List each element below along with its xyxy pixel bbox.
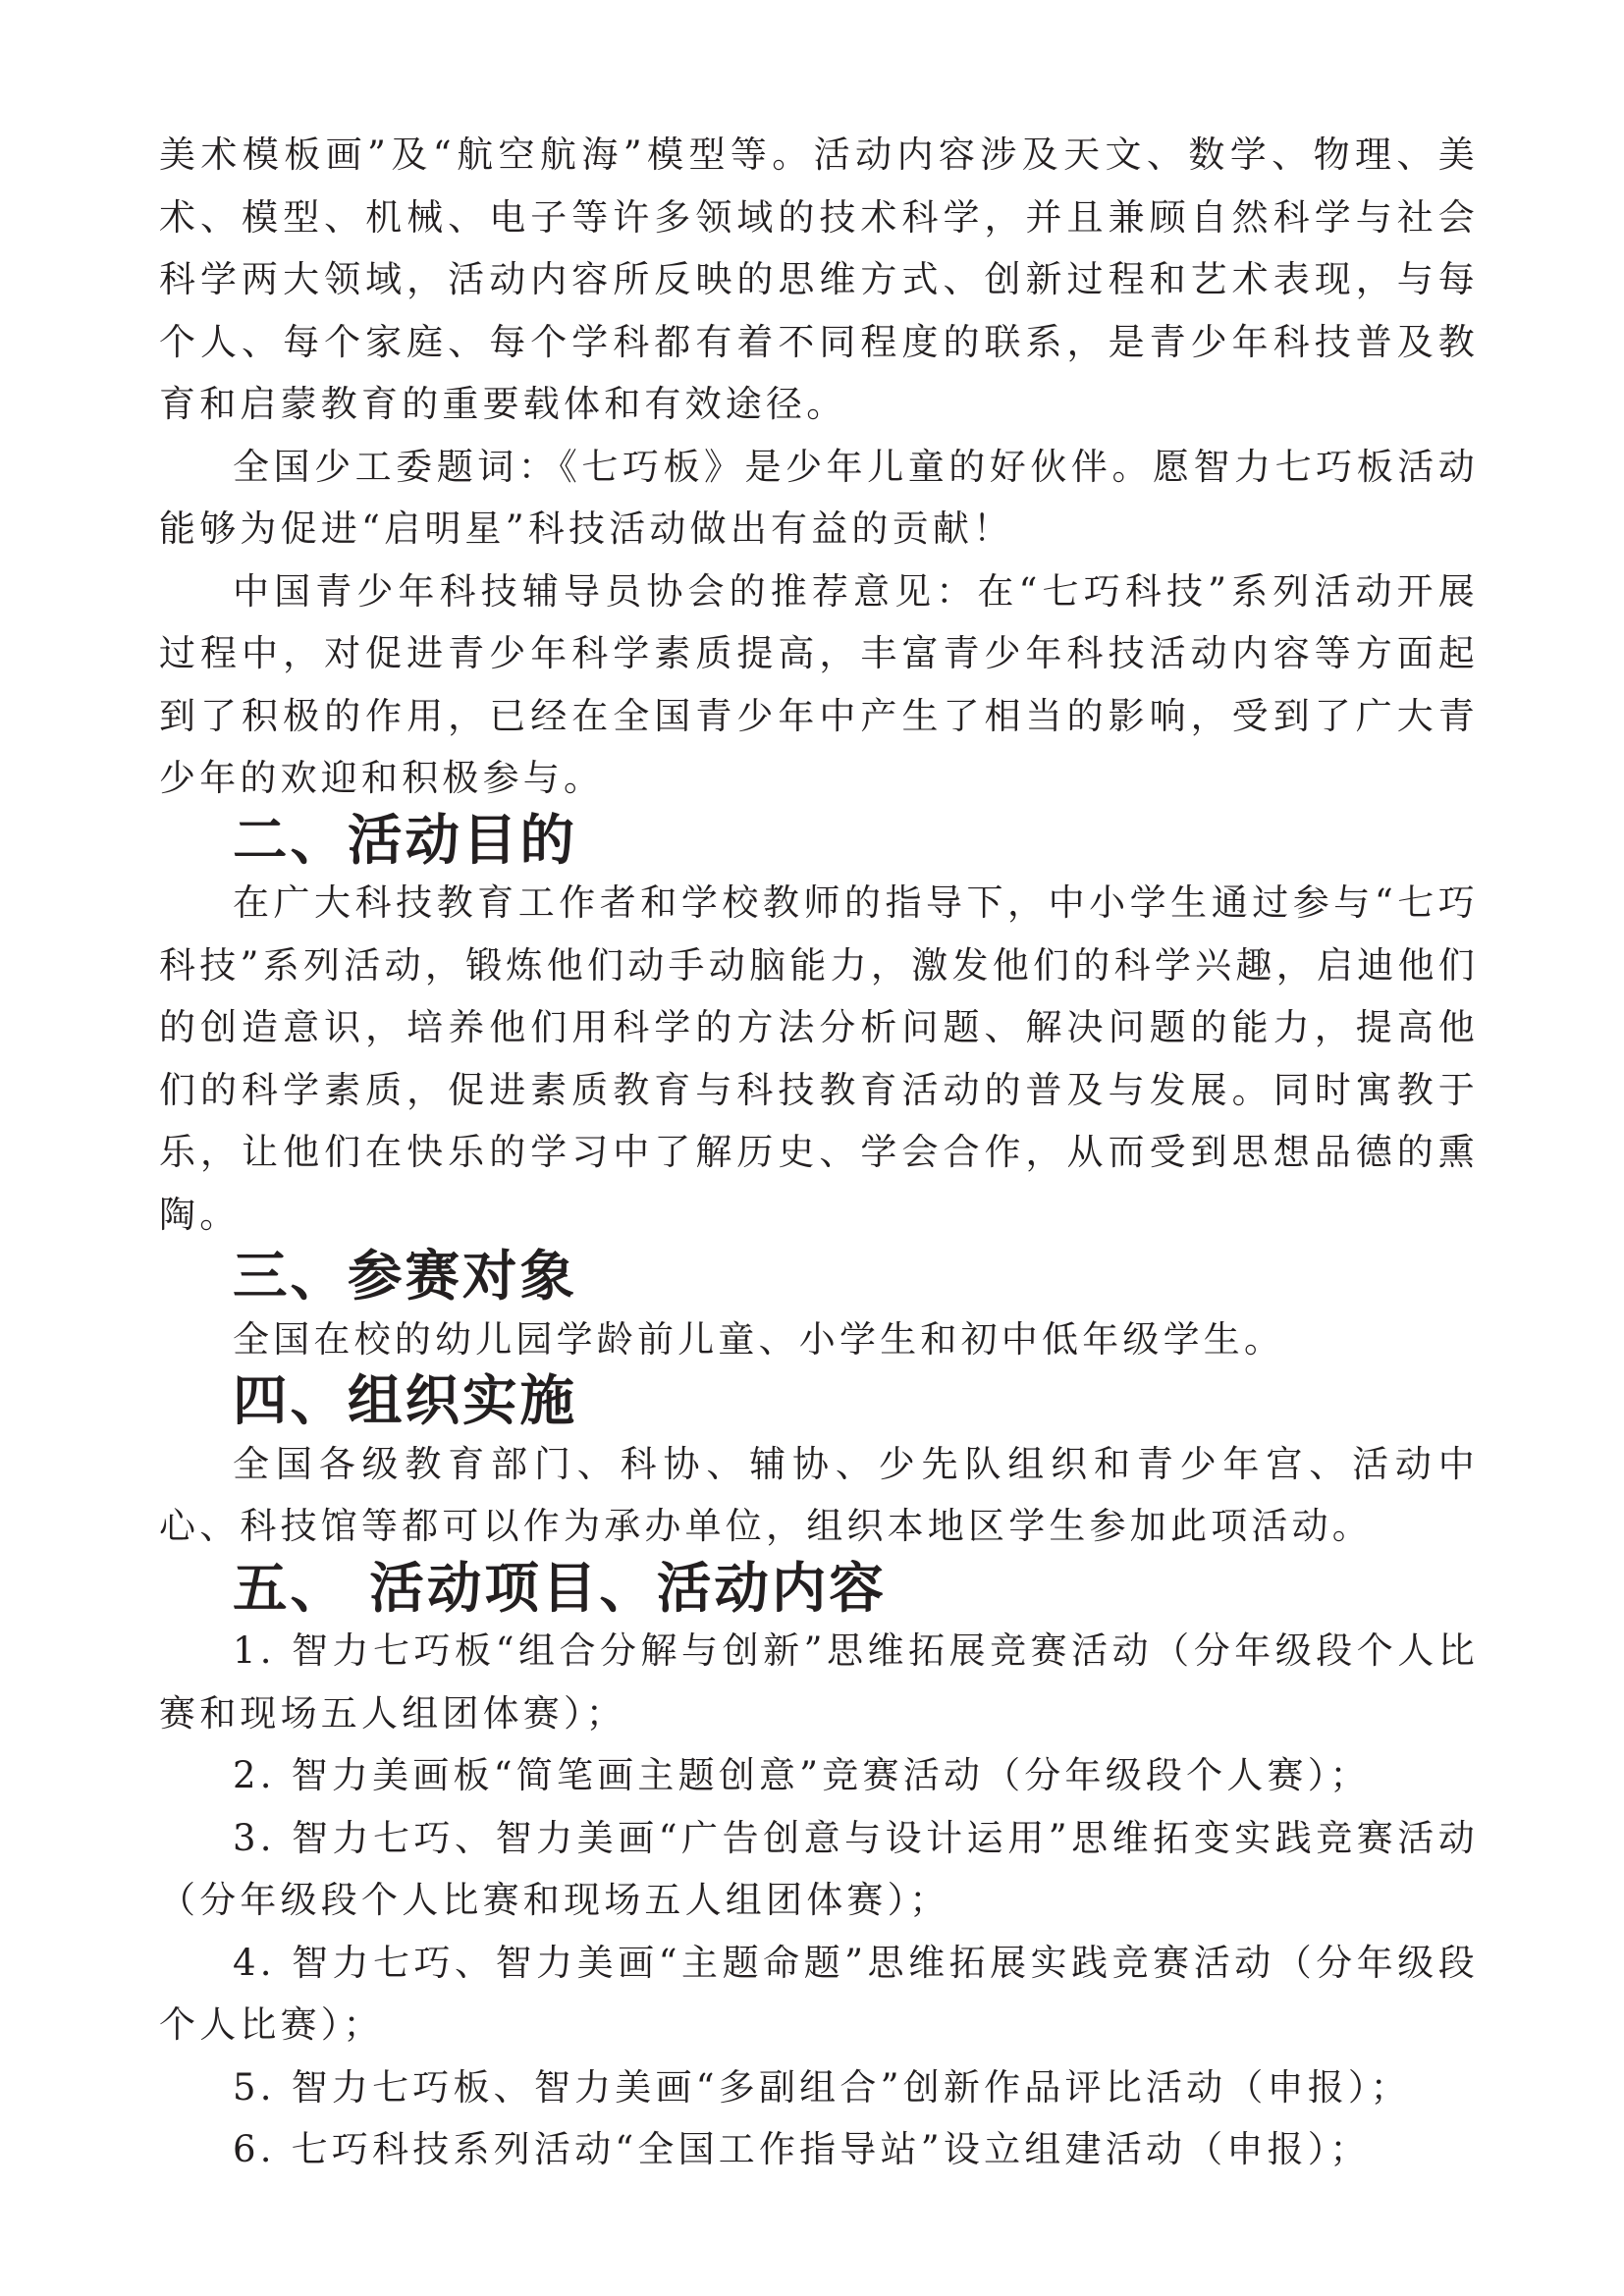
activity-item: 6. 七巧科技系列活动“全国工作指导站”设立组建活动（申报）； [233,2128,1371,2170]
activity-item: 4. 智力七巧、智力美画“主题命题”思维拓展实践竞赛活动（分年级段个人比赛）； [159,1941,1479,2046]
section-heading-purpose: 二、活动目的 [233,808,578,873]
recommendation-paragraph: 中国青少年科技辅导员协会的推荐意见：在“七巧科技”系列活动开展过程中，对促进青少年科学素质提高，丰富青少年科技活动内容等方面起到了积极的作用，已经在全国青少年中产生了相当的影响，受到了广大青少年的欢迎和积极参与。 [159,569,1479,799]
document-page [159,124,1479,2181]
intro-paragraph-continued: 美术模板画”及“航空航海”模型等。活动内容涉及天文、数学、物理、美术、模型、机械、电子等许多领域的技术科学，并且兼顾自然科学与社会科学两大领域，活动内容所反映的思维方式、创新过程和艺术表现，与每个人、每个家庭、每个学科都有着不同程度的联系，是青少年科技普及教育和启蒙教育的重要载体和有效途径。 [159,133,1479,425]
participants-paragraph: 全国在校的幼儿园学龄前儿童、小学生和初中低年级学生。 [233,1317,1285,1361]
activity-item: 3. 智力七巧、智力美画“广告创意与设计运用”思维拓变实践竞赛活动（分年级段个人比赛和现场五人组团体赛）； [159,1816,1479,1921]
section-heading-participants: 三、参赛对象 [233,1245,578,1308]
activity-item: 5. 智力七巧板、智力美画“多副组合”创新作品评比活动（申报）； [233,2065,1411,2109]
section-heading-organization: 四、组织实施 [233,1369,578,1433]
section-heading-activities: 五、 活动项目、活动内容 [233,1556,887,1621]
activity-item: 2. 智力美画板“简笔画主题创意”竞赛活动（分年级段个人赛）； [233,1754,1371,1796]
organization-paragraph: 全国各级教育部门、科协、辅协、少先队组织和青少年宫、活动中心、科技馆等都可以作为承办单位，组织本地区学生参加此项活动。 [159,1442,1479,1547]
activity-item: 1. 智力七巧板“组合分解与创新”思维拓展竞赛活动（分年级段个人比赛和现场五人组团体赛）； [159,1629,1479,1735]
inscription-paragraph: 全国少工委题词：《七巧板》是少年儿童的好伙伴。愿智力七巧板活动能够为促进“启明星”科技活动做出有益的贡献！ [159,445,1479,550]
purpose-paragraph: 在广大科技教育工作者和学校教师的指导下，中小学生通过参与“七巧科技”系列活动，锻炼他们动手动脑能力，激发他们的科学兴趣，启迪他们的创造意识，培养他们用科学的方法分析问题、解决问题的能力，提高他们的科学素质，促进素质教育与科技教育活动的普及与发展。同时寓教于乐，让他们在快乐的学习中了解历史、学会合作，从而受到思想品德的熏陶。 [159,881,1479,1236]
